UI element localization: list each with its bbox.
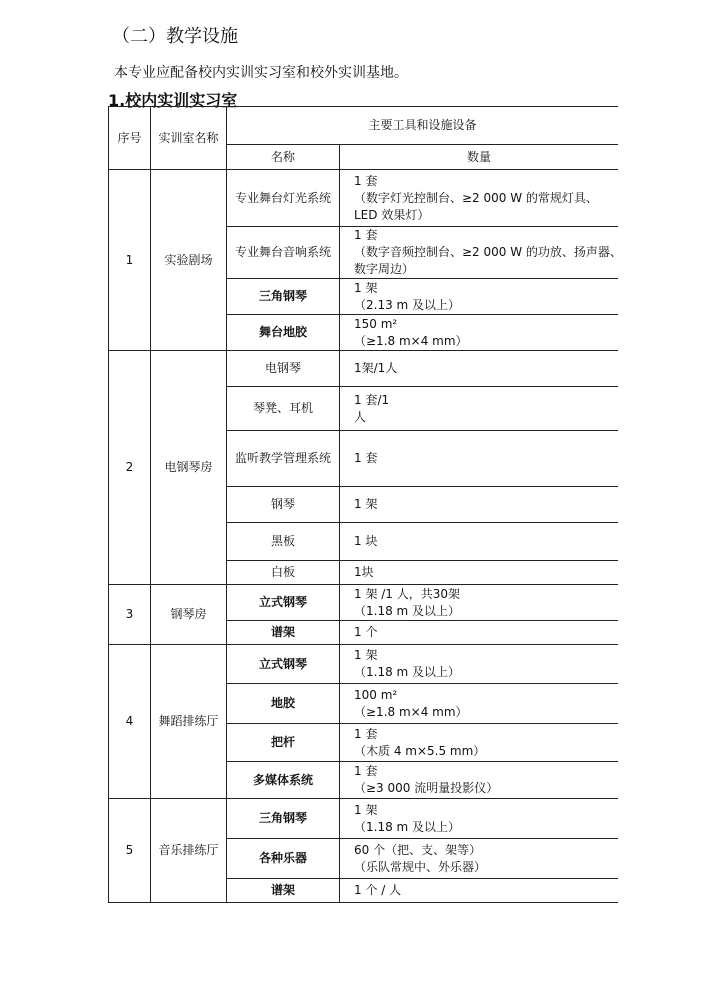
equipment-name: 三角钢琴 [227, 279, 340, 315]
room-name: 电钢琴房 [151, 351, 227, 585]
row-number: 1 [109, 170, 151, 351]
quantity-line: 1 架 [354, 802, 378, 817]
equipment-quantity [340, 762, 619, 799]
equipment-quantity [340, 351, 619, 387]
equipment-name: 立式钢琴 [227, 645, 340, 684]
col-header-no: 序号 [109, 107, 151, 170]
quantity-line: （1.18 m 及以上） [354, 819, 461, 834]
equipment-quantity [340, 315, 619, 351]
table-body [109, 170, 622, 903]
quantity-line: 数字周边） [354, 262, 415, 276]
equipment-name: 立式钢琴 [227, 585, 340, 621]
equipment-name: 各种乐器 [227, 839, 340, 879]
quantity-line: 1 套 [354, 173, 378, 188]
equipment-name: 谱架 [227, 621, 340, 645]
subheading: 1.校内实训实习室 [108, 91, 238, 110]
equipment-name: 黑板 [227, 523, 340, 561]
quantity-line: 1 个 / 人 [354, 883, 402, 897]
equipment-name: 舞台地胶 [227, 315, 340, 351]
quantity-line: （≥1.8 m×4 mm） [354, 704, 468, 719]
equipment-name: 白板 [227, 561, 340, 585]
equipment-name: 谱架 [227, 879, 340, 903]
quantity-line: 1 套 [354, 726, 378, 741]
facilities-table [108, 106, 622, 903]
quantity-line: 1块 [354, 565, 374, 579]
quantity-line: 1 个 [354, 625, 378, 639]
equipment-quantity [340, 585, 619, 621]
row-number: 4 [109, 645, 151, 799]
quantity-line: （数字音频控制台、≥2 000 W 的功放、扬声器、 [354, 245, 622, 259]
quantity-line: 1 套/1 [354, 392, 390, 407]
equipment-name: 监听教学管理系统 [227, 431, 340, 487]
row-number: 3 [109, 585, 151, 645]
row-number: 2 [109, 351, 151, 585]
quantity-line: 1 架 [354, 648, 378, 662]
equipment-quantity [340, 621, 619, 645]
equipment-quantity [340, 387, 619, 431]
quantity-line: 1 套 [354, 764, 378, 778]
col-header-name: 名称 [227, 145, 340, 170]
intro-paragraph: 本专业应配备校内实训实习室和校外实训基地。 [114, 65, 408, 81]
quantity-line: （乐队常规中、外乐器） [354, 859, 487, 874]
quantity-line: 150 m² [354, 316, 398, 331]
quantity-line: （数字灯光控制台、≥2 000 W 的常规灯具、 [354, 190, 598, 205]
section-heading: （二）教学设施 [112, 26, 238, 47]
quantity-line: 人 [354, 409, 367, 424]
equipment-quantity [340, 839, 619, 879]
quantity-line: （1.18 m 及以上） [354, 603, 461, 618]
table-row [109, 645, 619, 684]
equipment-name: 地胶 [227, 684, 340, 724]
equipment-name: 三角钢琴 [227, 799, 340, 839]
equipment-name: 琴凳、耳机 [227, 387, 340, 431]
quantity-line: 1 架 [354, 280, 378, 295]
equipment-quantity [340, 561, 619, 585]
equipment-quantity [340, 724, 619, 762]
equipment-quantity [340, 487, 619, 523]
quantity-line: 1 套 [354, 451, 378, 465]
equipment-quantity [340, 170, 619, 227]
quantity-line: 1 块 [354, 534, 378, 548]
quantity-line: 1 架 /1 人，共30架 [354, 586, 461, 601]
equipment-quantity [340, 431, 619, 487]
equipment-name: 多媒体系统 [227, 762, 340, 799]
quantity-line: 1 套 [354, 228, 378, 242]
quantity-line: LED 效果灯） [354, 207, 430, 222]
row-number: 5 [109, 799, 151, 903]
quantity-line: （≥1.8 m×4 mm） [354, 333, 468, 348]
col-header-equipment: 主要工具和设施设备 [227, 107, 619, 145]
equipment-quantity [340, 879, 619, 903]
quantity-line: （≥3 000 流明量投影仪） [354, 781, 499, 795]
equipment-name: 电钢琴 [227, 351, 340, 387]
table-row [109, 585, 619, 621]
quantity-line: （1.18 m 及以上） [354, 665, 461, 679]
table-row [109, 170, 619, 227]
equipment-quantity [340, 227, 622, 279]
room-name: 实验剧场 [151, 170, 227, 351]
equipment-quantity [340, 684, 619, 724]
quantity-line: （2.13 m 及以上） [354, 297, 461, 312]
col-header-room: 实训室名称 [151, 107, 227, 170]
table-row [109, 799, 619, 839]
equipment-name: 专业舞台灯光系统 [227, 170, 340, 227]
room-name: 舞蹈排练厅 [151, 645, 227, 799]
room-name: 音乐排练厅 [151, 799, 227, 903]
equipment-quantity [340, 279, 619, 315]
quantity-line: 100 m² [354, 687, 398, 702]
equipment-quantity [340, 799, 619, 839]
equipment-name: 把杆 [227, 724, 340, 762]
quantity-line: 1架/1人 [354, 361, 398, 375]
quantity-line: 60 个（把、支、架等） [354, 842, 482, 857]
equipment-quantity [340, 523, 619, 561]
equipment-name: 钢琴 [227, 487, 340, 523]
equipment-name: 专业舞台音响系统 [227, 227, 340, 279]
col-header-qty: 数量 [340, 145, 619, 170]
quantity-line: 1 架 [354, 497, 378, 511]
room-name: 钢琴房 [151, 585, 227, 645]
quantity-line: （木质 4 m×5.5 mm） [354, 743, 486, 758]
equipment-quantity [340, 645, 619, 684]
table-row [109, 351, 619, 387]
